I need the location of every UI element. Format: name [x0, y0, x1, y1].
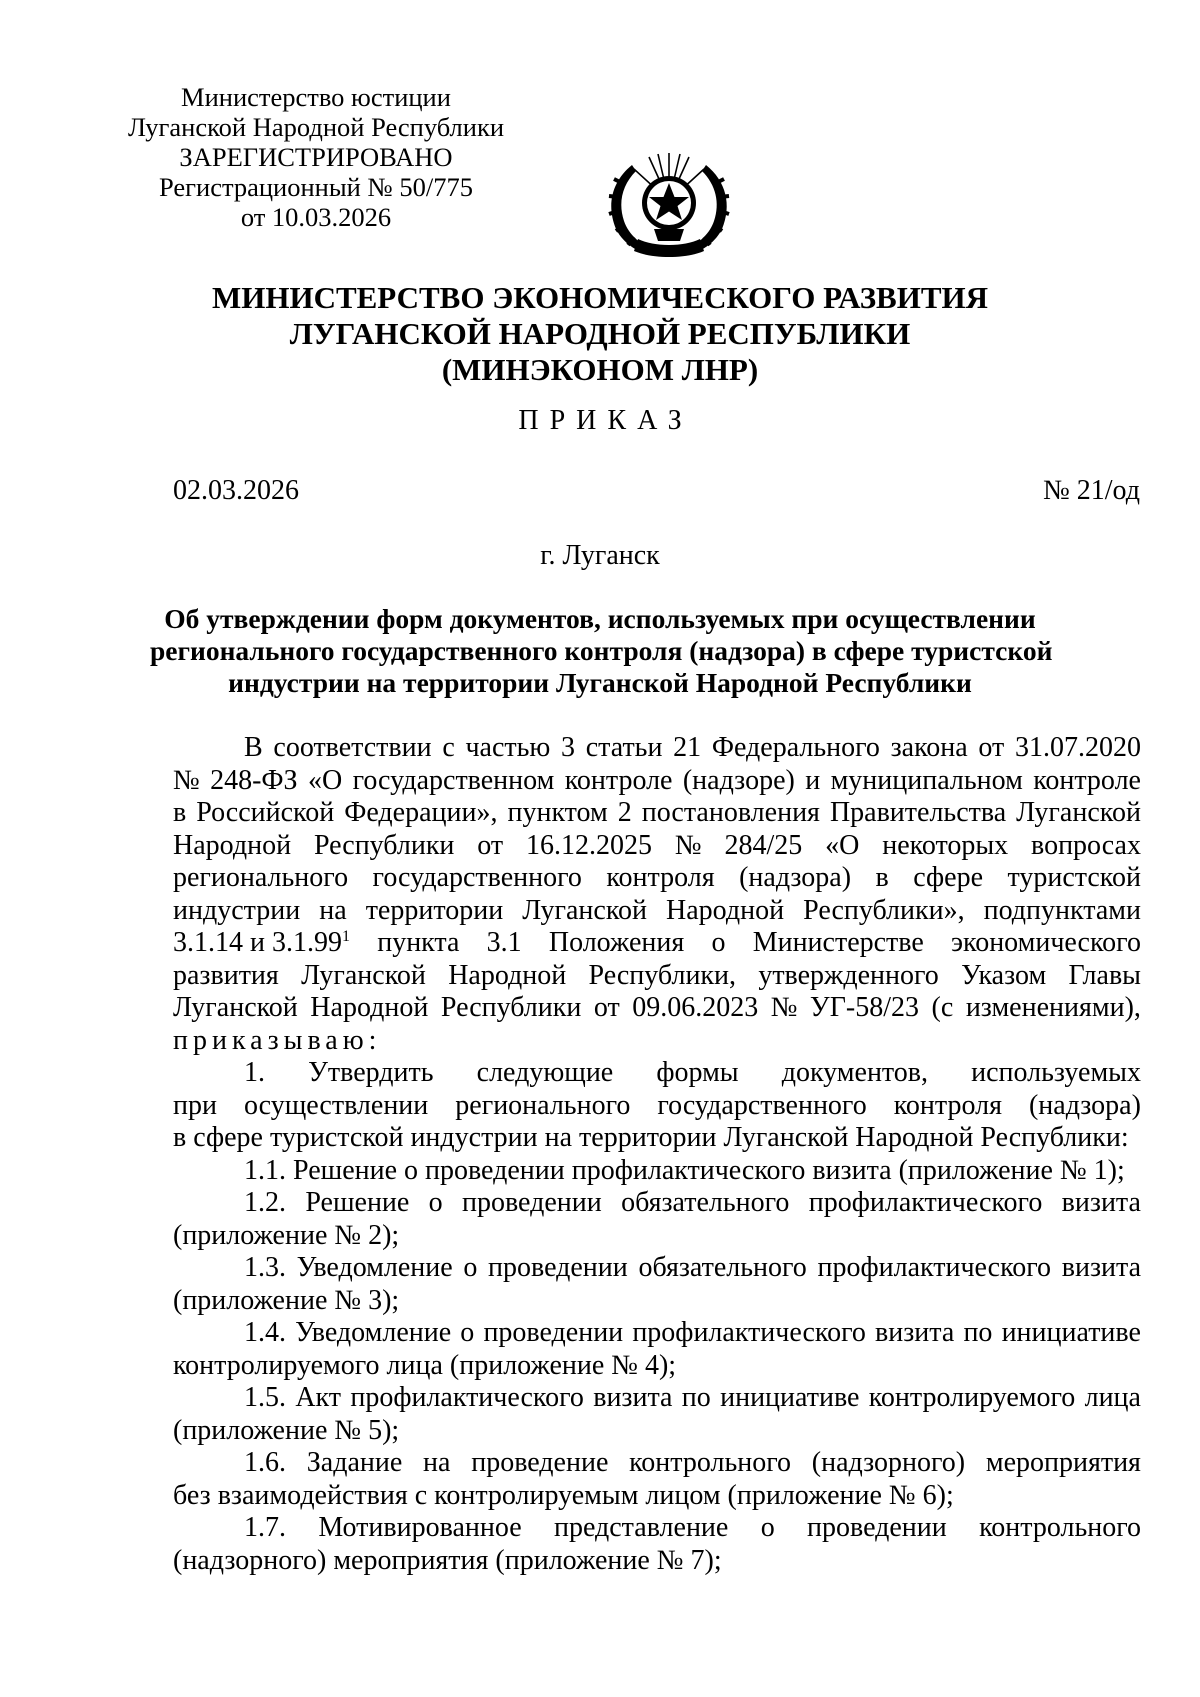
word: обязательного [638, 1252, 807, 1283]
order-number: № 21/од [1043, 475, 1140, 506]
ministry-header [180, 280, 1020, 388]
word: проведении [483, 1317, 624, 1348]
document-type: ПРИКАЗ [518, 405, 693, 436]
word: и [805, 764, 821, 796]
preamble-line [173, 895, 1141, 928]
word: Республики, [588, 959, 737, 991]
sub-item-1-4 [173, 1317, 1141, 1350]
word: индустрии [173, 894, 301, 926]
word: визита [875, 1317, 955, 1348]
sub-item-1-7 [173, 1512, 1141, 1545]
word: Российской [196, 797, 335, 828]
word: визита [1061, 1187, 1141, 1218]
word: пункта [377, 927, 460, 958]
sub-item-1-3-cont: (приложение № 3); [173, 1284, 400, 1316]
sub-item-1-6-cont: без взаимодействия с контролируемым лицом (приложение № 6); [173, 1479, 954, 1511]
word: Республики [313, 829, 455, 861]
word: изменениями), [965, 992, 1141, 1023]
word: частью [465, 732, 551, 763]
city: г. Луганск [540, 540, 660, 571]
ministry-name-line: ЛУГАНСКОЙ НАРОДНОЙ РЕСПУБЛИКИ [289, 316, 911, 351]
word: Указом [961, 959, 1047, 991]
word: контроле [564, 764, 673, 796]
item-line: в сфере туристской индустрии на территории Луганской Народной Республики: [173, 1122, 1129, 1153]
word: Республики», [803, 894, 965, 926]
word: подпунктами [983, 894, 1141, 926]
word: статьи [585, 732, 663, 763]
word: Луганской [301, 959, 426, 991]
word: Луганской [173, 992, 298, 1023]
word: «О [307, 764, 343, 796]
word: вопросах [1031, 829, 1141, 861]
word: Мотивированное [318, 1512, 522, 1543]
footnote-ref-text: 3.1.14 и 3.1.99$^1$ [173, 927, 350, 958]
word: контрольного [979, 1512, 1141, 1543]
word: Министерстве [752, 927, 924, 958]
word: от [477, 829, 504, 861]
word: проведении [462, 1187, 602, 1218]
word: Народной [666, 894, 785, 926]
stamp-line: Министерство юстиции [181, 82, 451, 112]
word: 1.3. [244, 1252, 286, 1283]
coat-of-arms-emblem [594, 143, 744, 263]
word: о [711, 927, 726, 958]
word: контроле [1033, 764, 1141, 796]
subject-line: регионального государственного контроля (надзора) в сфере туристской [150, 635, 1053, 666]
word: от [593, 992, 620, 1023]
word: 09.06.2023 [632, 992, 759, 1023]
word: от [978, 732, 1005, 763]
word: Федерального [711, 732, 880, 763]
word: Решение [305, 1187, 410, 1218]
word: проведение [471, 1447, 609, 1478]
stamp-line: Луганской Народной Республики [127, 112, 505, 142]
word: на [423, 1447, 451, 1478]
word: лица [1084, 1382, 1141, 1413]
word: профилактического [632, 1317, 866, 1348]
word: Народной [173, 829, 292, 861]
word: Народной [448, 959, 567, 991]
word: контрольного [629, 1447, 792, 1478]
word: о [760, 1512, 775, 1543]
sub-item-1-1: 1.1. Решение о проведении профилактического визита (приложение № 1); [244, 1154, 1125, 1186]
word: регионального [455, 1089, 631, 1121]
word: 1.2. [244, 1187, 286, 1218]
word: контролируемого [868, 1382, 1076, 1413]
word: в [875, 862, 889, 893]
word: инициативе [1001, 1317, 1141, 1348]
word: территории [365, 894, 504, 926]
sub-item-1-2 [173, 1187, 1141, 1220]
word: (с [931, 992, 954, 1023]
word: 2 [617, 797, 632, 828]
word: контроля [893, 1089, 1002, 1121]
word: пунктом [507, 797, 608, 828]
word: визита [1061, 1252, 1141, 1283]
word: контроля [606, 862, 715, 893]
sub-item-1-7-cont: (надзорного) мероприятия (приложение № 7); [173, 1544, 722, 1576]
word: УГ-58/23 [809, 992, 920, 1023]
word: профилактического [817, 1252, 1052, 1283]
word: по [963, 1317, 993, 1348]
word: № [173, 764, 200, 796]
word: при [173, 1089, 217, 1121]
word: формы [656, 1057, 739, 1088]
word: Уведомление [296, 1252, 453, 1283]
word: Задание [306, 1447, 403, 1478]
sub-item-1-4-cont: контролируемого лица (приложение № 4); [173, 1349, 677, 1381]
word: Положения [548, 927, 685, 958]
word: туристской [1007, 862, 1141, 893]
word: № [674, 829, 702, 861]
subject-line: индустрии на территории Луганской Народной Республики [228, 667, 972, 698]
word: № [770, 992, 798, 1023]
word: закона [890, 732, 968, 763]
sub-item-1-2-cont: (приложение № 2); [173, 1219, 400, 1251]
word: о [460, 1317, 475, 1348]
sub-item-1-6 [173, 1447, 1141, 1480]
preamble-line-footnote [173, 927, 1141, 960]
word: соответствии [273, 732, 432, 763]
stamp-status: ЗАРЕГИСТРИРОВАНО [179, 142, 453, 172]
word: Луганской [522, 894, 647, 926]
word: 1. [244, 1057, 265, 1088]
word: некоторых [882, 829, 1009, 861]
word: 3 [561, 732, 576, 763]
sub-item-1-3 [173, 1252, 1141, 1285]
ministry-name-line: МИНИСТЕРСТВО ЭКОНОМИЧЕСКОГО РАЗВИТИЯ [211, 280, 989, 315]
word: В [244, 732, 263, 763]
word: используемых [971, 1057, 1141, 1088]
word: 1.7. [244, 1512, 286, 1543]
preamble-line [173, 797, 1141, 830]
word: развития [173, 959, 279, 991]
word: государственном [352, 764, 555, 796]
word: муниципальном [830, 764, 1023, 796]
word: Уведомление [295, 1317, 452, 1348]
order-date: 02.03.2026 [173, 475, 299, 506]
word: 1.5. [244, 1382, 286, 1413]
order-body [173, 732, 1141, 1577]
order-subject [150, 603, 1053, 699]
word: мероприятия [985, 1447, 1141, 1478]
word: в [173, 797, 187, 828]
word: Республики [440, 992, 582, 1023]
word: следующие [476, 1057, 614, 1088]
preamble-line [173, 765, 1141, 798]
word: экономического [951, 927, 1141, 958]
word: государственного [657, 1089, 867, 1121]
word: «О [825, 829, 860, 861]
word: о [463, 1252, 478, 1283]
word: 31.07.2020 [1014, 732, 1141, 763]
word: государственного [372, 862, 582, 893]
word: 284/25 [724, 829, 803, 861]
preamble-line [173, 992, 1141, 1025]
word: 16.12.2025 [526, 829, 653, 861]
registration-stamp [120, 82, 512, 232]
word: Главы [1068, 959, 1141, 991]
word: инициативе [720, 1382, 860, 1413]
word: постановления [641, 797, 820, 828]
word: 248-ФЗ [210, 764, 298, 796]
order-word: приказываю: [173, 1024, 382, 1056]
ministry-abbreviation: (МИНЭКОНОМ ЛНР) [441, 352, 759, 387]
word: Луганской [1016, 797, 1141, 828]
item-line [173, 1057, 1141, 1090]
word: по [681, 1382, 711, 1413]
word: (надзора) [1028, 1089, 1141, 1121]
item-line [173, 1090, 1141, 1123]
word: регионального [173, 862, 349, 893]
sub-item-1-5 [173, 1382, 1141, 1415]
word: визита [593, 1382, 673, 1413]
stamp-date: от 10.03.2026 [240, 202, 392, 232]
preamble-line [173, 862, 1141, 895]
word: на [319, 894, 347, 926]
preamble-line [173, 960, 1141, 993]
word: профилактического [808, 1187, 1043, 1218]
word: (надзорного) [811, 1447, 966, 1478]
word: проведении [807, 1512, 947, 1543]
preamble-line [173, 732, 1141, 765]
preamble-line [173, 830, 1141, 863]
word: (надзоре) [682, 764, 795, 796]
word: осуществлении [243, 1089, 429, 1121]
word: 1.6. [244, 1447, 286, 1478]
word: проведении [488, 1252, 628, 1283]
word: Федерации», [344, 797, 498, 828]
word: представление [553, 1512, 729, 1543]
word: утвержденного [758, 959, 939, 991]
word: с [442, 732, 455, 763]
word: 1.4. [244, 1317, 286, 1348]
word: обязательного [621, 1187, 790, 1218]
word: документов, [781, 1057, 929, 1088]
word: о [428, 1187, 443, 1218]
word: (надзора) [739, 862, 852, 893]
word: Народной [310, 992, 429, 1023]
word: профилактического [350, 1382, 584, 1413]
sub-item-1-5-cont: (приложение № 5); [173, 1414, 400, 1446]
subject-line: Об утверждении форм документов, используемых при осуществлении [164, 603, 1036, 634]
word: 21 [673, 732, 702, 763]
footnote-marker: 1 [341, 928, 350, 945]
word: 3.1 [486, 927, 522, 958]
stamp-reg-number: Регистрационный № 50/775 [159, 172, 473, 202]
word: Утвердить [308, 1057, 434, 1088]
word: Правительства [829, 797, 1007, 828]
word: Акт [295, 1382, 342, 1413]
word: сфере [913, 862, 984, 893]
